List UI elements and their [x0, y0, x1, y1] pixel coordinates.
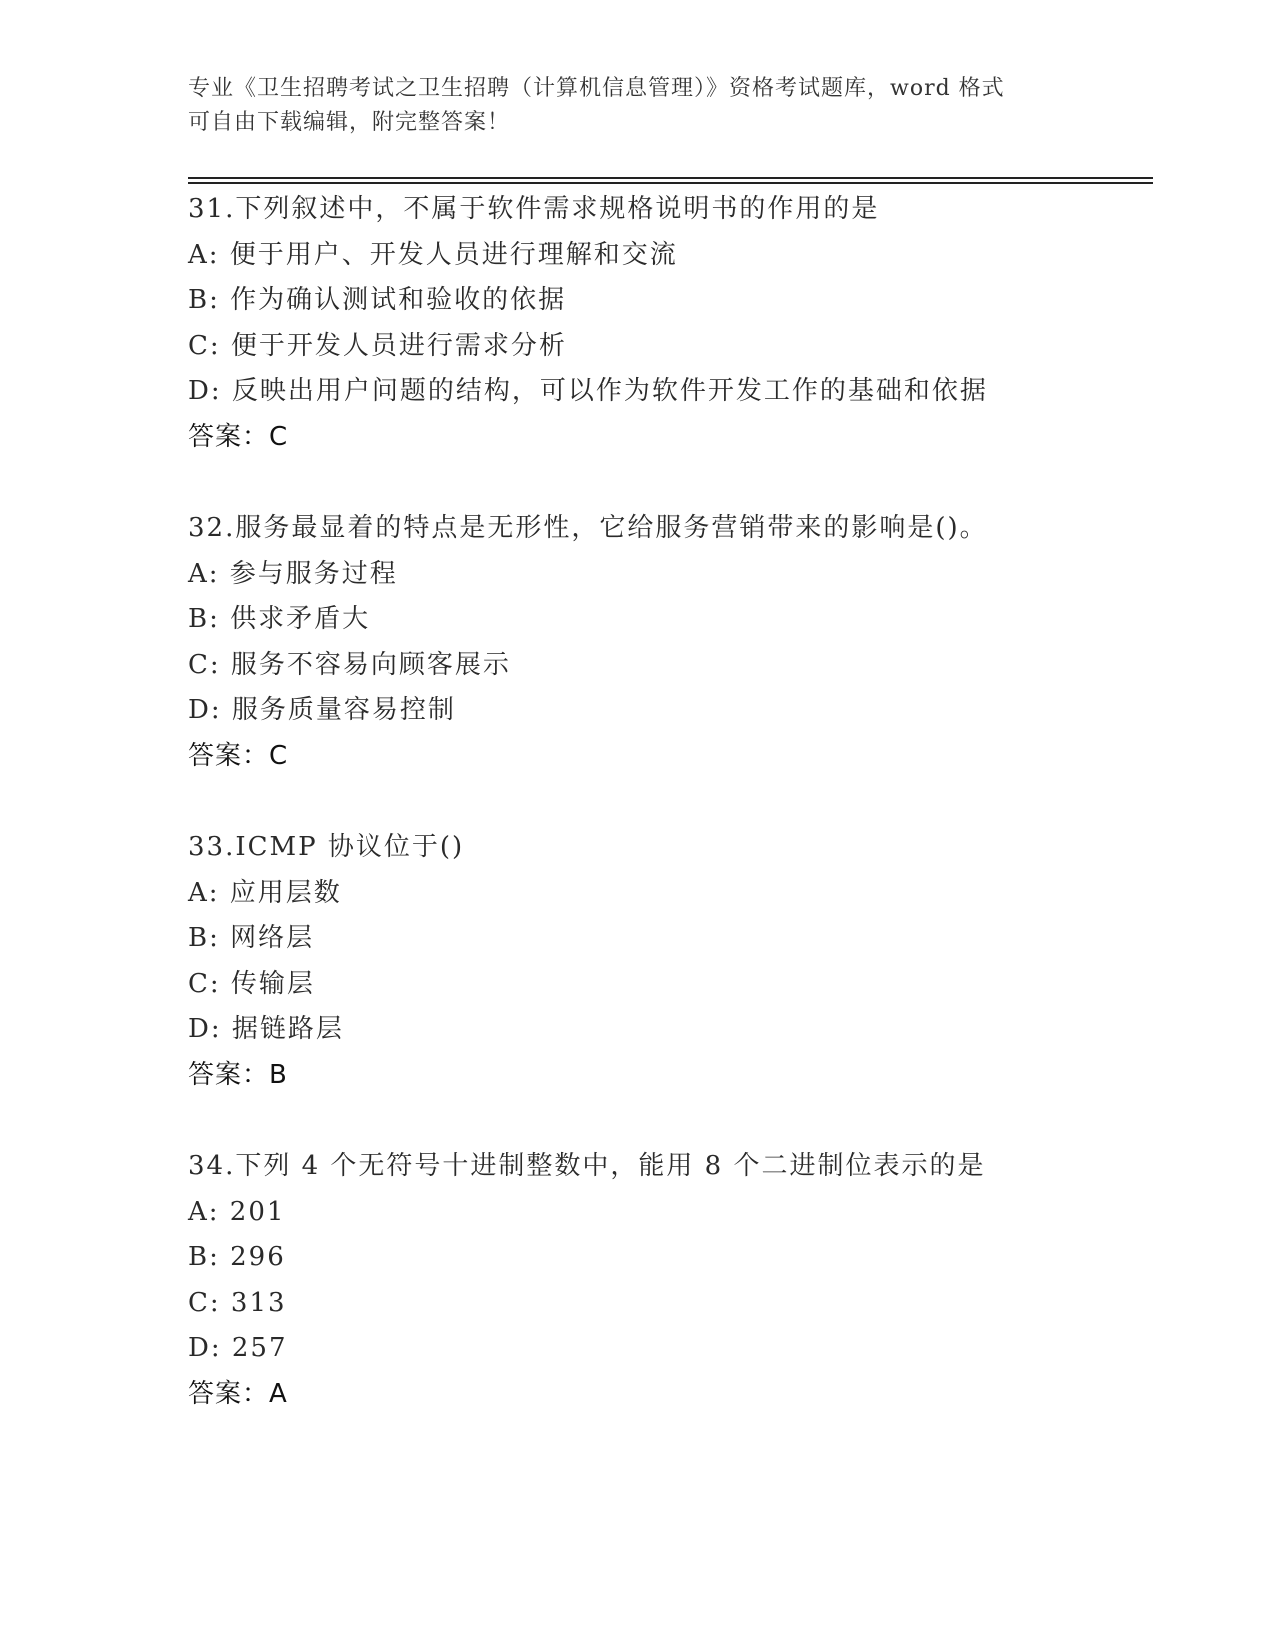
answer-line: 答案：C — [188, 421, 289, 452]
question-stem: 34.下列 4 个无符号十进制整数中，能用 8 个二进制位表示的是 — [188, 1151, 986, 1181]
option-a: A: 应用层数 — [188, 877, 342, 908]
question-block — [188, 825, 1148, 1099]
header-title-line-2: 可自由下载编辑，附完整答案！ — [188, 110, 511, 135]
option-a: A: 201 — [188, 1196, 286, 1227]
document-header — [188, 72, 1088, 140]
option-d: D: 据链路层 — [188, 1014, 344, 1045]
option-c: C: 传输层 — [188, 968, 315, 999]
option-b: B: 网络层 — [188, 923, 315, 954]
option-b: B: 296 — [188, 1242, 286, 1273]
header-title-line-1: 专业《卫生招聘考试之卫生招聘（计算机信息管理）》资格考试题库，word 格式 — [188, 76, 1005, 101]
answer-line: 答案：B — [188, 1059, 288, 1090]
question-stem: 33.ICMP 协议位于() — [188, 832, 465, 862]
header-divider-top — [188, 177, 1153, 179]
question-stem: 32.服务最显着的特点是无形性，它给服务营销带来的影响是()。 — [188, 513, 988, 543]
option-a: A: 便于用户、开发人员进行理解和交流 — [188, 239, 678, 270]
question-block — [188, 187, 1148, 461]
option-a: A: 参与服务过程 — [188, 558, 398, 589]
option-c: C: 313 — [188, 1287, 287, 1318]
question-block — [188, 506, 1148, 780]
option-d: D: 反映出用户问题的结构，可以作为软件开发工作的基础和依据 — [188, 376, 988, 407]
option-b: B: 作为确认测试和验收的依据 — [188, 285, 567, 316]
answer-line: 答案：C — [188, 740, 289, 771]
question-block — [188, 1144, 1148, 1418]
answer-line: 答案：A — [188, 1378, 288, 1409]
option-d: D: 257 — [188, 1333, 288, 1364]
option-d: D: 服务质量容易控制 — [188, 695, 456, 726]
question-stem: 31.下列叙述中，不属于软件需求规格说明书的作用的是 — [188, 194, 880, 224]
option-c: C: 便于开发人员进行需求分析 — [188, 330, 567, 361]
header-divider-bottom — [188, 182, 1153, 184]
option-c: C: 服务不容易向顾客展示 — [188, 649, 511, 680]
option-b: B: 供求矛盾大 — [188, 604, 371, 635]
